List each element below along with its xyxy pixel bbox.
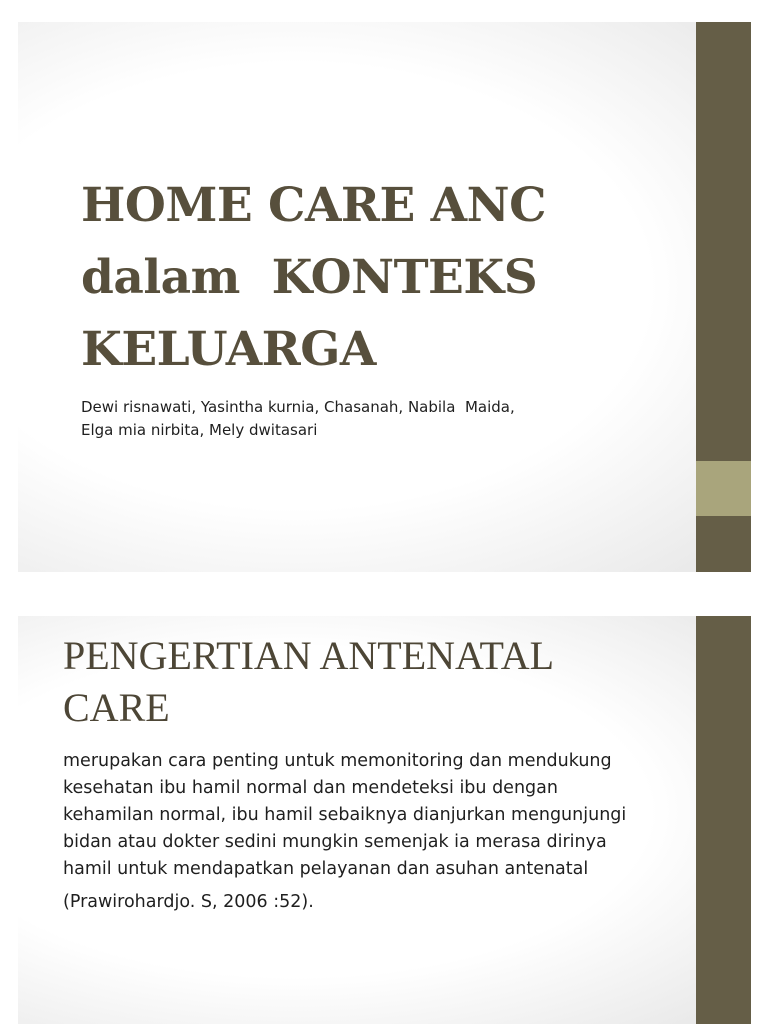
paragraph-line: kehamilan normal, ibu hamil sebaiknya dianjurkan mengunjungi — [63, 805, 627, 825]
presentation-title — [81, 170, 681, 386]
title-slide — [18, 22, 751, 572]
paragraph-line: hamil untuk mendapatkan pelayanan dan asuhan antenatal — [63, 859, 589, 879]
slide-side-bar — [696, 616, 751, 1024]
title-line: HOME CARE ANC — [81, 178, 547, 233]
author-line: Dewi risnawati, Yasintha kurnia, Chasanah, Nabila Maida, — [81, 398, 515, 416]
paragraph-line: bidan atau dokter sedini mungkin semenjak ia merasa dirinya — [63, 832, 607, 852]
title-line: KELUARGA — [81, 322, 376, 377]
heading-line: PENGERTIAN ANTENATAL — [63, 633, 555, 678]
author-line: Elga mia nirbita, Mely dwitasari — [81, 421, 318, 439]
slide-heading — [63, 630, 683, 734]
title-line: dalam KONTEKS — [81, 250, 538, 305]
author-list — [81, 396, 681, 442]
definition-paragraph — [63, 748, 688, 916]
paragraph-line: merupakan cara penting untuk memonitoring dan mendukung — [63, 751, 612, 771]
content-slide — [18, 616, 751, 1024]
citation: (Prawirohardjo. S, 2006 :52). — [63, 892, 314, 912]
paragraph-line: kesehatan ibu hamil normal dan mendeteksi ibu dengan — [63, 778, 558, 798]
slide-side-accent — [696, 461, 751, 516]
heading-line: CARE — [63, 685, 170, 730]
